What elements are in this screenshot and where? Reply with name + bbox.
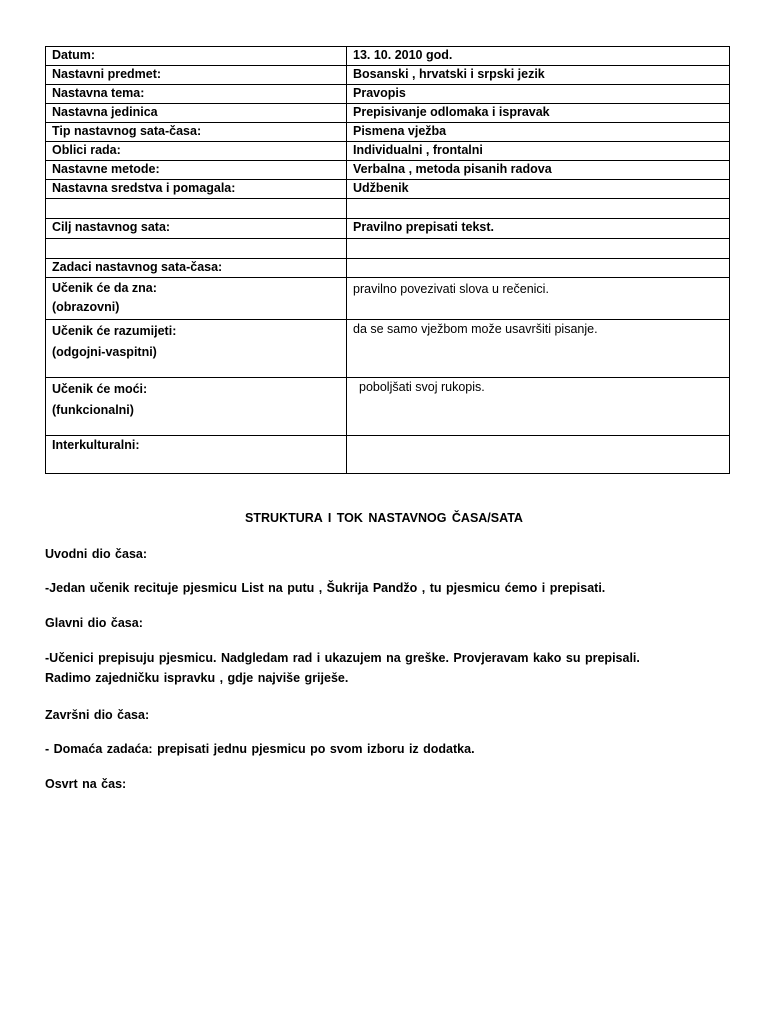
- row-value: pravilno povezivati slova u rečenici.: [347, 278, 730, 320]
- table-row: [46, 66, 730, 85]
- row-label: Nastavna jedinica: [46, 104, 347, 123]
- final-text: - Domaća zadaća: prepisati jednu pjesmicu po svom izboru iz dodatka.: [45, 742, 475, 756]
- row-label: Nastavne metode:: [46, 161, 347, 180]
- row-value: Prepisivanje odlomaka i ispravak: [347, 104, 730, 123]
- row-value: Pismena vježba: [347, 123, 730, 142]
- row-label: Nastavna sredstva i pomagala:: [46, 180, 347, 199]
- row-value: [347, 436, 730, 474]
- row-value: Verbalna , metoda pisanih radova: [347, 161, 730, 180]
- row-label-sub: (odgojni-vaspitni): [52, 345, 157, 359]
- row-label: Datum:: [46, 47, 347, 66]
- table-row: [46, 123, 730, 142]
- intro-heading: Uvodni dio časa:: [45, 547, 148, 561]
- table-row: [46, 85, 730, 104]
- lesson-plan-table: [45, 46, 730, 474]
- row-label: Učenik će moći:: [52, 382, 148, 396]
- row-value: Bosanski , hrvatski i srpski jezik: [347, 66, 730, 85]
- row-label: Interkulturalni:: [46, 436, 347, 474]
- row-value: Individualni , frontalni: [347, 142, 730, 161]
- row-label: Tip nastavnog sata-časa:: [46, 123, 347, 142]
- row-value: 13. 10. 2010 god.: [347, 47, 730, 66]
- table-row: [46, 259, 730, 278]
- table-row: [46, 142, 730, 161]
- table-row: [46, 47, 730, 66]
- table-row: [46, 278, 730, 320]
- row-label-cell: [46, 278, 347, 320]
- intro-text: -Jedan učenik recituje pjesmicu List na putu , Šukrija Pandžo , tu pjesmicu ćemo i prepisati.: [45, 581, 606, 595]
- row-value: Pravilno prepisati tekst.: [347, 219, 730, 239]
- row-label: Oblici rada:: [46, 142, 347, 161]
- row-label: Učenik će razumijeti:: [52, 324, 177, 338]
- table-row: [46, 180, 730, 199]
- row-value: da se samo vježbom može usavršiti pisanje.: [347, 320, 730, 378]
- table-row: [46, 436, 730, 474]
- row-label: Nastavna tema:: [46, 85, 347, 104]
- table-row-empty: [46, 199, 730, 219]
- row-label: Zadaci nastavnog sata-časa:: [46, 259, 347, 278]
- table-row: [46, 104, 730, 123]
- row-value: [347, 259, 730, 278]
- review-heading: Osvrt na čas:: [45, 777, 127, 791]
- row-value: Udžbenik: [347, 180, 730, 199]
- row-label: Cilj nastavnog sata:: [46, 219, 347, 239]
- main-heading: Glavni dio časa:: [45, 616, 143, 630]
- row-label: Nastavni predmet:: [46, 66, 347, 85]
- row-label-cell: [46, 378, 347, 436]
- row-label: Učenik će da zna:: [52, 281, 157, 295]
- main-text-line-1: -Učenici prepisuju pjesmicu. Nadgledam rad i ukazujem na greške. Provjeravam kako su prepisali.: [45, 651, 640, 665]
- row-label-cell: [46, 320, 347, 378]
- table-row: [46, 378, 730, 436]
- table-row: [46, 320, 730, 378]
- row-value: Pravopis: [347, 85, 730, 104]
- final-heading: Završni dio časa:: [45, 708, 150, 722]
- row-value: poboljšati svoj rukopis.: [347, 378, 730, 436]
- row-label-sub: (funkcionalni): [52, 403, 134, 417]
- row-label-sub: (obrazovni): [52, 300, 120, 314]
- table-row: [46, 161, 730, 180]
- table-row-empty: [46, 239, 730, 259]
- main-text-line-2: Radimo zajedničku ispravku , gdje najviše griješe.: [45, 671, 349, 685]
- section-title: STRUKTURA I TOK NASTAVNOG ČASA/SATA: [245, 511, 523, 525]
- table-row: [46, 219, 730, 239]
